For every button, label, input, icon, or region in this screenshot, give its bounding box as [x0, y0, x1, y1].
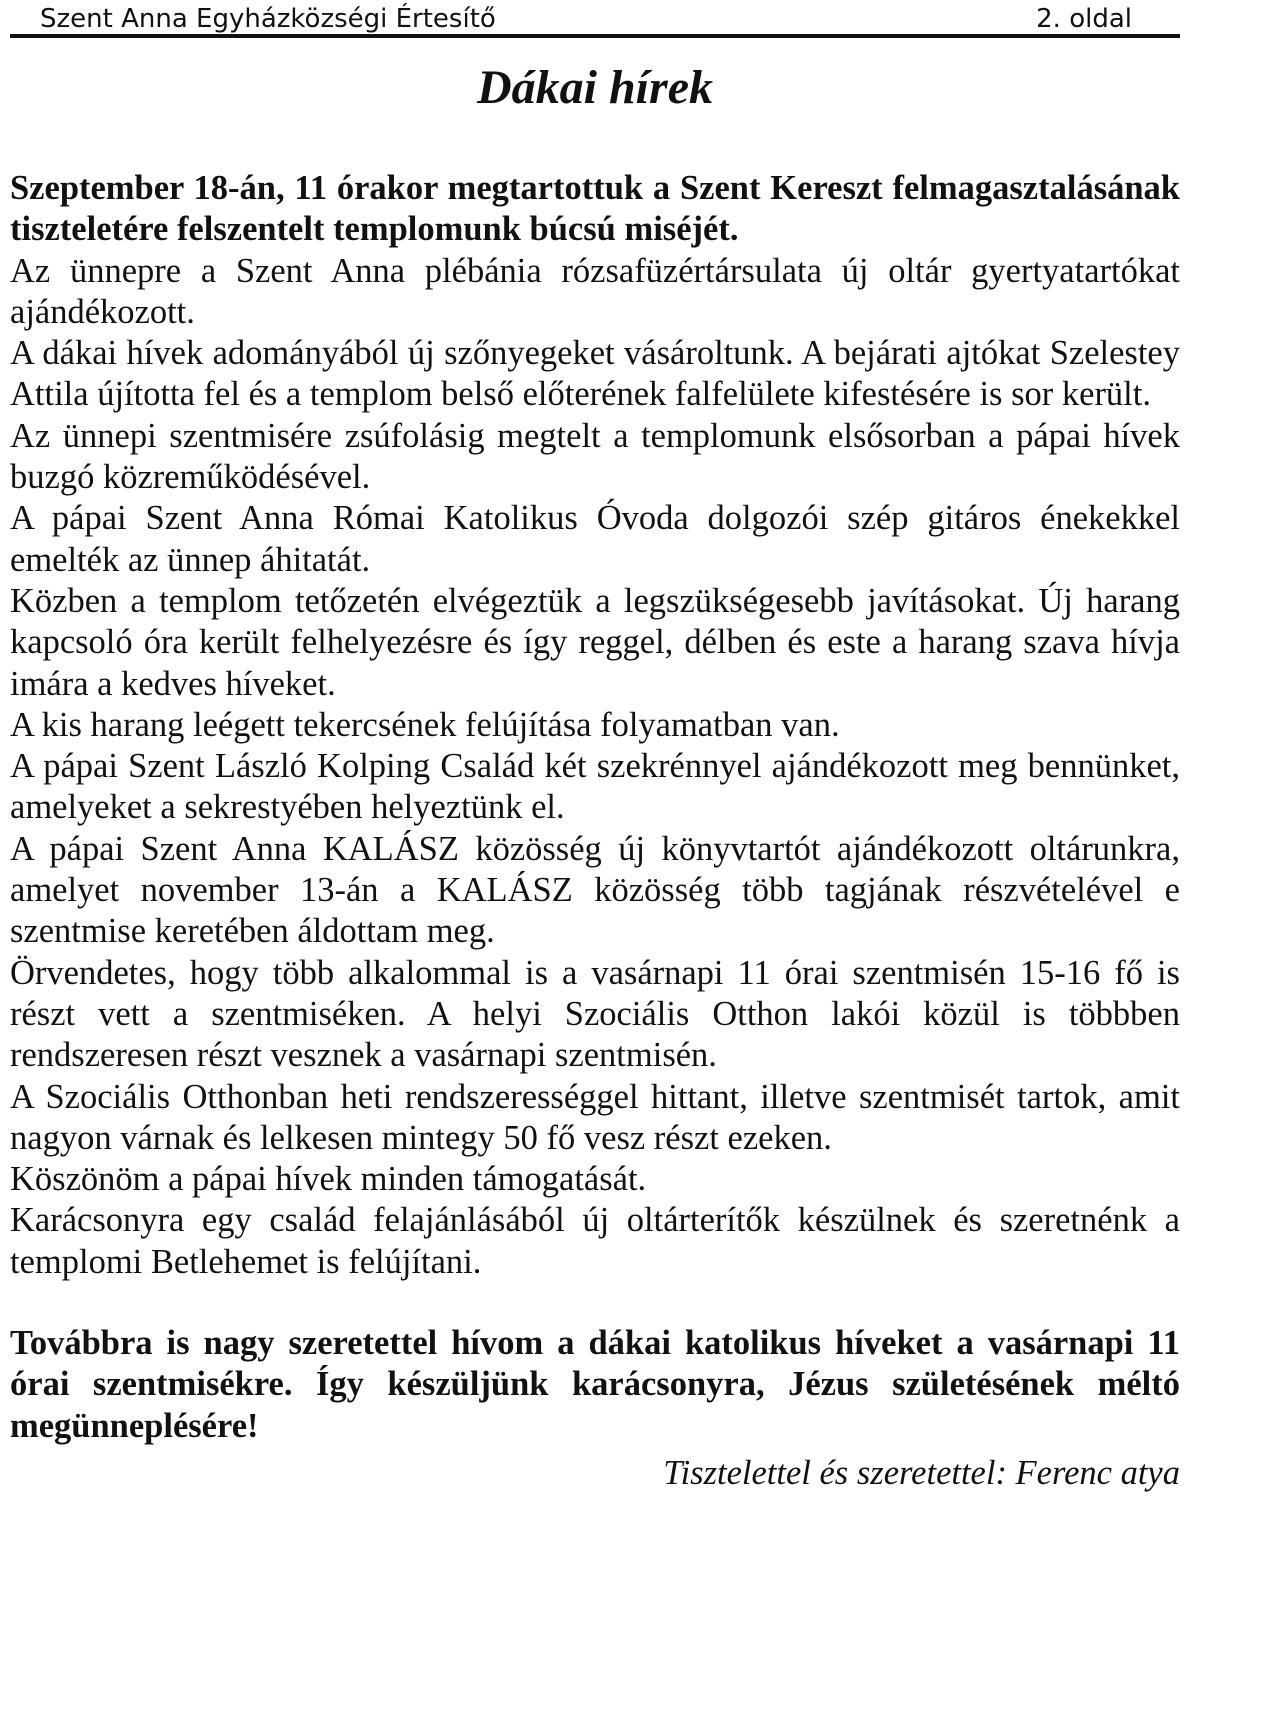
paragraph: Köszönöm a pápai hívek minden támogatását. [10, 1160, 647, 1199]
paragraph: Az ünnepi szentmisére zsúfolásig megtelt a templomunk elsősorban a pápai hívek buzgó közreműködésével. [10, 416, 1180, 497]
paragraph: Közben a templom tetőzetén elvégeztük a legszükségesebb javításokat. Új harang kapcsoló óra került felhelyezésre és így reggel, délben és este a harang szava hívja imára a kedves híveket. [10, 581, 1180, 703]
article-body [10, 168, 1180, 1447]
page-number: 2. oldal [1036, 4, 1132, 34]
paragraph: A pápai Szent László Kolping Család két szekrénnyel ajándékozott meg bennünket, amelyeket a sekrestyében helyeztünk el. [10, 747, 1180, 827]
paragraph: Az ünnepre a Szent Anna plébánia rózsafüzértársulata új oltár gyertyatartókat ajándékozott. [10, 251, 1180, 331]
paragraph-gap [10, 1283, 1180, 1323]
paragraph: A Szociális Otthonban heti rendszerességgel hittant, illetve szentmisét tartok, amit nagyon várnak és lelkesen mintegy 50 fő vesz részt ezeken. [10, 1077, 1180, 1157]
paragraph: A pápai Szent Anna KALÁSZ közösség új könyvtartót ajándékozott oltárunkra, amelyet november 13-án a KALÁSZ közösség több tagjának részvételével e szentmise keretében áldottam meg. [10, 829, 1180, 951]
paragraph: A pápai Szent Anna Római Katolikus Óvoda dolgozói szép gitáros énekekkel emelték az ünnep áhitatát. [10, 499, 1180, 579]
intro-paragraph: Szeptember 18-án, 11 órakor megtartottuk a Szent Kereszt felmagasztalásának tiszteletére felszentelt templomunk búcsú miséjét. [10, 169, 1180, 249]
publication-name: Szent Anna Egyházközségi Értesítő [40, 4, 496, 34]
signature: Tisztelettel és szeretettel: Ferenc atya [663, 1453, 1180, 1492]
article-title: Dákai hírek [476, 61, 713, 114]
page-header [10, 0, 1180, 38]
paragraph: A dákai hívek adományából új szőnyegeket vásároltunk. A bejárati ajtókat Szelestey Attila újította fel és a templom belső előterének falfelülete kifestésére is sor került. [10, 334, 1180, 414]
paragraph: Örvendetes, hogy több alkalommal is a vasárnapi 11 órai szentmisén 15-16 fő is részt vett a szentmiséken. A helyi Szociális Otthon lakói közül is többben rendszeresen részt vesznek a vasárnapi szentmisén. [10, 953, 1180, 1075]
newsletter-page [10, 0, 1180, 1493]
closing-paragraph: Továbbra is nagy szeretettel hívom a dákai katolikus híveket a vasárnapi 11 órai szentmisékre. Így készüljünk karácsonyra, Jézus születésének méltó megünneplésére! [10, 1324, 1180, 1445]
paragraph: Karácsonyra egy család felajánlásából új oltárterítők készülnek és szeretnénk a templomi Betlehemet is felújítani. [10, 1201, 1180, 1281]
paragraph: A kis harang leégett tekercsének felújítása folyamatban van. [10, 705, 840, 744]
